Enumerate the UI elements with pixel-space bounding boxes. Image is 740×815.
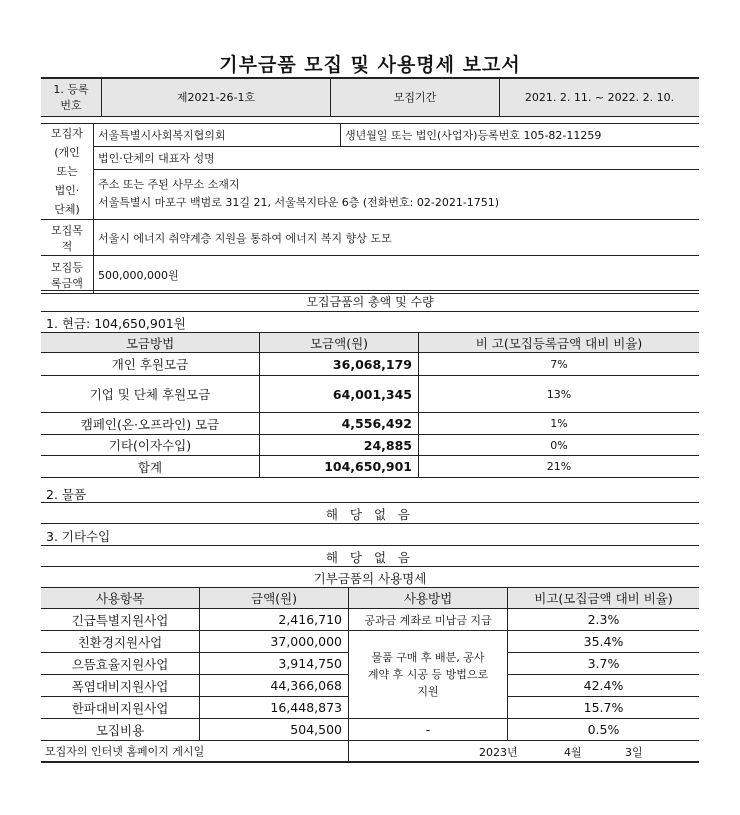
ratio-cell: 0.5%: [508, 719, 700, 741]
ratio-cell: 0%: [419, 435, 700, 456]
posting-year: 2023년: [479, 746, 518, 759]
col-amount: 모금액(원): [260, 333, 419, 353]
amount-cell: 2,416,710: [200, 609, 349, 631]
recruiter-table: [41, 123, 699, 294]
footer-row: [41, 741, 699, 762]
registration-table: [41, 77, 699, 117]
reg-label: 1. 등록 번호: [41, 78, 102, 116]
col-ratio: 비 고(모집등록금액 대비 비율): [419, 333, 700, 353]
ratio-cell: 13%: [419, 376, 700, 413]
table-row: [41, 719, 699, 741]
amount-cell: 3,914,750: [200, 653, 349, 675]
ratio-cell: 42.4%: [508, 675, 700, 697]
recruiter-name: 서울특별시사회복지협의회: [94, 124, 341, 147]
page-title: 기부금품 모집 및 사용명세 보고서: [219, 54, 521, 76]
method-cell: 물품 구매 후 배분, 공사 계약 후 시공 등 방법으로 지원: [349, 631, 508, 719]
item-cell: 한파대비지원사업: [41, 697, 200, 719]
divider: [41, 290, 699, 291]
reg-number: 제2021-26-1호: [102, 78, 331, 116]
posting-month: 4월: [564, 746, 582, 759]
period-label: 모집기간: [331, 78, 500, 116]
recruiter-label: 모집자 (개인 또는 법인· 단체): [41, 124, 94, 220]
amount-cell: 24,885: [260, 435, 419, 456]
amount-cell: 504,500: [200, 719, 349, 741]
amount-cell: 16,448,873: [200, 697, 349, 719]
col-ratio: 비고(모집금액 대비 비율): [508, 588, 700, 609]
table-row: [41, 353, 699, 376]
other-heading: 3. 기타수입: [46, 529, 111, 544]
cash-table: [41, 332, 699, 478]
posting-date-label: 모집자의 인터넷 홈페이지 게시일: [41, 741, 349, 762]
posting-day: 3일: [625, 746, 643, 759]
table-row: [41, 435, 699, 456]
goods-note: 해 당 없 음: [325, 507, 415, 522]
address-cell: [94, 169, 700, 219]
method-cell: 합계: [41, 456, 260, 478]
ratio-cell: 35.4%: [508, 631, 700, 653]
purpose-label: 모집목 적: [41, 220, 94, 256]
divider: [41, 502, 699, 503]
col-method: 모금방법: [41, 333, 260, 353]
ratio-cell: 2.3%: [508, 609, 700, 631]
ratio-cell: 15.7%: [508, 697, 700, 719]
item-cell: 폭염대비지원사업: [41, 675, 200, 697]
item-cell: 긴급특별지원사업: [41, 609, 200, 631]
amount-cell: 36,068,179: [260, 353, 419, 376]
amount-cell: 4,556,492: [260, 413, 419, 435]
goods-heading: 2. 물품: [46, 487, 87, 502]
divider: [41, 523, 699, 524]
method-cell: 기업 및 단체 후원모금: [41, 376, 260, 413]
address-label: 주소 또는 주된 사무소 소재지: [98, 178, 240, 192]
totals-heading: 모집금품의 총액 및 수량: [306, 295, 434, 309]
col-method: 사용방법: [349, 588, 508, 609]
amount-cell: 37,000,000: [200, 631, 349, 653]
item-cell: 친환경지원사업: [41, 631, 200, 653]
divider: [41, 545, 699, 546]
divider: [41, 566, 699, 567]
ratio-cell: 7%: [419, 353, 700, 376]
usage-heading: 기부금품의 사용명세: [313, 571, 427, 586]
purpose-text: 서울시 에너지 취약계층 지원을 통하여 에너지 복지 향상 도모: [94, 220, 700, 256]
table-row-total: [41, 456, 699, 478]
ratio-cell: 1%: [419, 413, 700, 435]
usage-table: [41, 587, 699, 763]
registration-no: 생년월일 또는 법인(사업자)등록번호 105-82-11259: [341, 124, 700, 147]
ratio-cell: 3.7%: [508, 653, 700, 675]
amount-cell: 104,650,901: [260, 456, 419, 478]
col-amount: 금액(원): [200, 588, 349, 609]
method-cell: 개인 후원모금: [41, 353, 260, 376]
method-cell: 공과금 계좌로 미납금 지급: [349, 609, 508, 631]
item-cell: 모집비용: [41, 719, 200, 741]
ratio-cell: 21%: [419, 456, 700, 478]
col-item: 사용항목: [41, 588, 200, 609]
target-amount: 500,000,000원: [94, 256, 700, 294]
address-value: 서울특별시 마포구 백범로 31길 21, 서울복지타운 6층 (전화번호: 02-2021-1751): [98, 196, 500, 210]
item-cell: 으뜸효율지원사업: [41, 653, 200, 675]
amount-cell: 44,366,068: [200, 675, 349, 697]
method-cell: -: [349, 719, 508, 741]
table-row: [41, 609, 699, 631]
table-row: [41, 376, 699, 413]
divider: [41, 311, 699, 312]
table-row: [41, 413, 699, 435]
amount-cell: 64,001,345: [260, 376, 419, 413]
representative-label: 법인·단체의 대표자 성명: [94, 146, 700, 169]
method-cell: 캠페인(온·오프라인) 모금: [41, 413, 260, 435]
posting-date: [349, 741, 700, 762]
period-value: 2021. 2. 11. ~ 2022. 2. 10.: [500, 78, 700, 116]
table-row: [41, 631, 699, 653]
cash-heading: 1. 현금: 104,650,901원: [46, 316, 186, 331]
target-label: 모집등 록금액: [41, 256, 94, 294]
other-note: 해 당 없 음: [325, 550, 415, 565]
method-cell: 기타(이자수입): [41, 435, 260, 456]
